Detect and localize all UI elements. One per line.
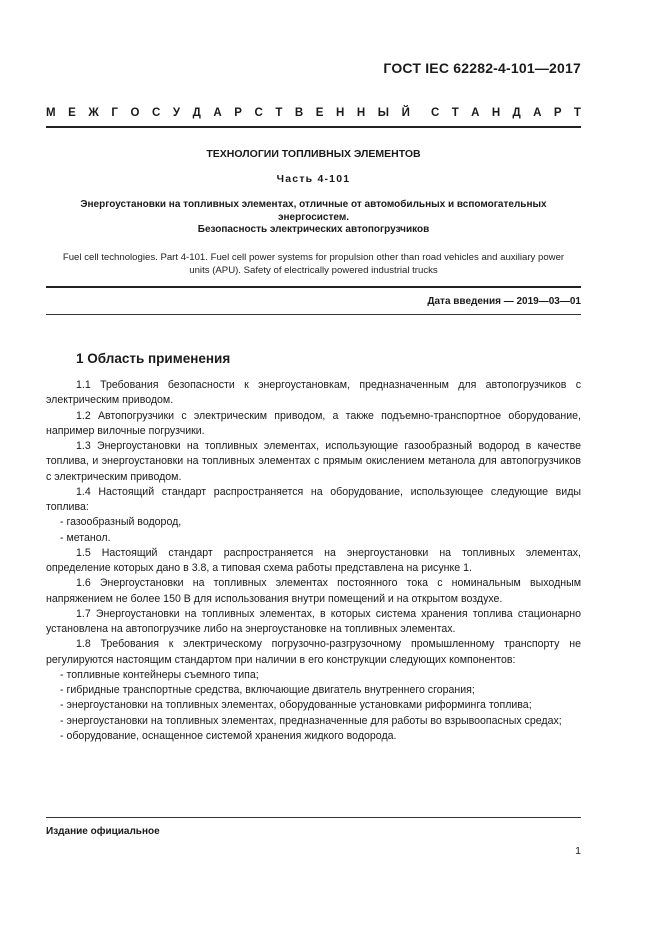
heading-letter: У (172, 107, 180, 119)
heading-letter: Р (234, 107, 242, 119)
list-item: - гибридные транспортные средства, включающие двигатель внутреннего сгорания; (60, 684, 475, 696)
section-title: 1 Область применения (76, 351, 231, 366)
top-divider (46, 126, 581, 128)
list-item: - оборудование, оснащенное системой хранения жидкого водорода. (60, 729, 397, 742)
clause-paragraph: 1.5 Настоящий стандарт распространяется на энергоустановки на топливных элементах, определение которых дано в 3.8, а типовая схема работы представлена на рисунке 1. (46, 546, 581, 574)
heading-letter: Е (68, 107, 76, 119)
heading-letter: А (533, 107, 542, 119)
introduction-date: Дата введения — 2019—03—01 (427, 296, 581, 307)
heading-letter: Е (315, 107, 324, 119)
footer-divider (46, 817, 581, 818)
list-item: - энергоустановки на топливных элементах, предназначенные для работы во взрывоопасных средах; (60, 714, 562, 727)
clause-paragraph: 1.4 Настоящий стандарт распространяется на оборудование, использующее следующие виды топлива: (46, 485, 581, 513)
main-title: ТЕХНОЛОГИИ ТОПЛИВНЫХ ЭЛЕМЕНТОВ (206, 148, 421, 160)
subtitle-line: энергосистем. (277, 211, 349, 223)
clause-paragraph: 1.1 Требования безопасности к энергоустановкам, предназначенным для автопогрузчиков с электрическим приводом. (46, 379, 581, 407)
list-item: - топливные контейнеры съемного типа; (60, 668, 259, 681)
heading-letter: Т (451, 107, 459, 119)
heading-letter: С (431, 107, 440, 119)
interstate-standard-heading (46, 107, 581, 119)
heading-letter: Д (192, 107, 201, 119)
title-divider (46, 286, 581, 288)
page-number: 1 (575, 845, 581, 857)
interstate-word (46, 107, 410, 119)
english-title-line: units (APU). Safety of electrically powered industrial trucks (189, 264, 438, 276)
heading-letter: Р (553, 107, 562, 119)
heading-letter: А (213, 107, 222, 119)
clause-paragraph: 1.3 Энергоустановки на топливных элементах, использующие газообразный водород в качестве топлива, и энергоустановки на топливных элементах с прямым окислением метанола для автопогрузчиков с электрическим приводом. (46, 440, 581, 483)
heading-letter: Н (336, 107, 345, 119)
heading-letter: Д (512, 107, 521, 119)
subtitle-line: Безопасность электрических автопогрузчиков (197, 224, 430, 235)
clause-paragraph: 1.7 Энергоустановки на топливных элементах, в которых система хранения топлива стационарно установлена на автопогрузчике либо на энергоустановке на топливных элементах. (46, 607, 581, 635)
heading-letter: С (151, 107, 161, 119)
standard-word (431, 107, 581, 119)
english-title (46, 252, 581, 277)
list-item: - метанол. (60, 531, 111, 544)
heading-letter: А (471, 107, 480, 119)
clause-paragraph: 1.6 Энергоустановки на топливных элементах постоянного тока с номинальным выходным напряжением не более 150 В для использования внутри помещений и на открытом воздухе. (46, 577, 581, 605)
clause-paragraph: 1.2 Автопогрузчики с электрическим приводом, а также подъемно-транспортное оборудование, например вилочные погрузчики. (46, 409, 581, 437)
english-title-line: Fuel cell technologies. Part 4-101. Fuel cell power systems for propulsion other than road vehicles and auxiliary power (62, 252, 565, 263)
heading-letter: Т (275, 107, 283, 119)
clause-paragraph: 1.8 Требования к электрическому погрузочно-разгрузочному промышленному транспорту не регулируются настоящим стандартом при наличии в его конструкции следующих компонентов: (46, 638, 581, 666)
part-title: Часть 4-101 (276, 173, 351, 185)
subtitle-line: Энергоустановки на топливных элементах, отличные от автомобильных и вспомогательных (80, 199, 547, 210)
heading-letter: Ы (377, 107, 390, 119)
heading-letter: Ж (88, 107, 99, 119)
subtitle (46, 199, 581, 237)
heading-letter: Г (111, 107, 118, 119)
heading-letter: Н (491, 107, 501, 119)
list-item: - газообразный водород, (60, 516, 182, 529)
heading-letter: М (46, 107, 56, 119)
heading-letter: Т (573, 107, 581, 119)
section-body (46, 378, 581, 744)
heading-letter: Н (356, 107, 366, 119)
list-item: - энергоустановки на топливных элементах, оборудованные установками риформинга топлива; (60, 699, 532, 712)
heading-letter: В (294, 107, 304, 119)
official-edition-label: Издание официальное (46, 826, 160, 837)
heading-letter: С (254, 107, 263, 119)
standard-code: ГОСТ IEC 62282-4-101—2017 (383, 60, 581, 76)
heading-letter: Й (401, 107, 410, 119)
date-divider (46, 314, 581, 315)
heading-letter: О (130, 107, 140, 119)
